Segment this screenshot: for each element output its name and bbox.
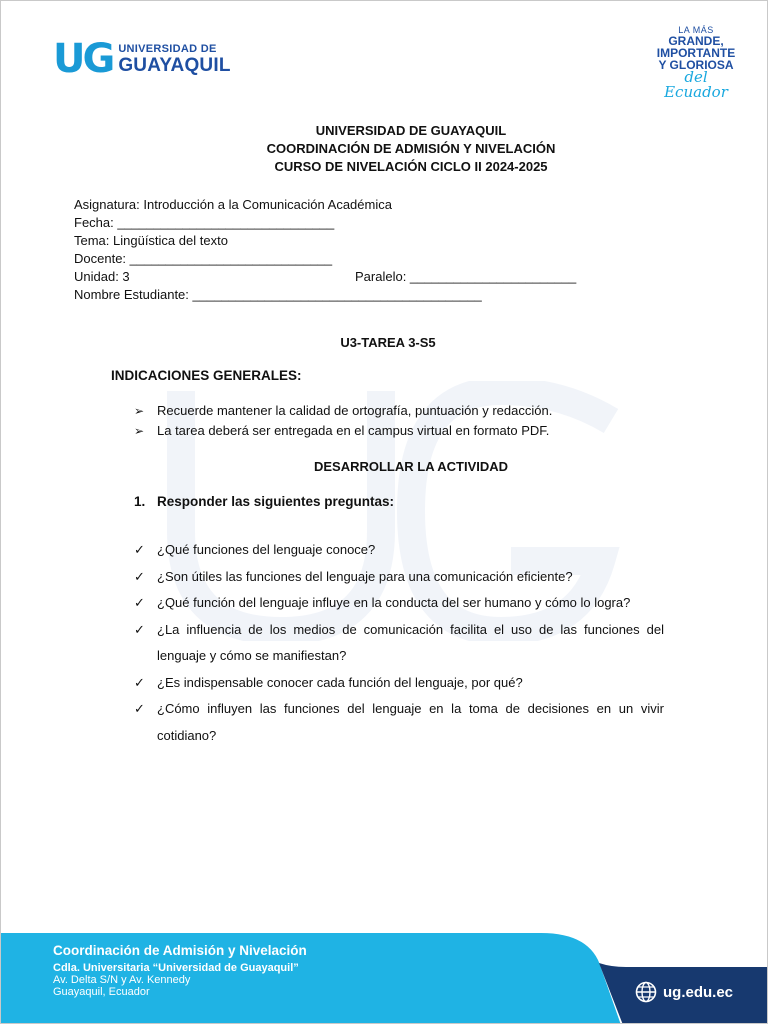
checkmark-icon: ✓ — [134, 701, 145, 716]
title-university: UNIVERSIDAD DE GUAYAQUIL — [315, 123, 507, 138]
list-item — [134, 401, 552, 421]
list-item — [134, 696, 664, 749]
questions-heading — [134, 494, 394, 509]
footer-line-4: Guayaquil, Ecuador — [53, 986, 150, 999]
list-item — [134, 590, 664, 617]
footer-line-1: Coordinación de Admisión y Nivelación — [53, 943, 307, 958]
question-text: ¿Son útiles las funciones del lenguaje para una comunicación eficiente? — [157, 568, 573, 584]
footer-line-3: Av. Delta S/N y Av. Kennedy — [53, 973, 191, 986]
footer-address — [53, 944, 307, 998]
field-docente: Docente: ____________________________ — [74, 251, 333, 266]
checkmark-icon: ✓ — [134, 621, 145, 637]
arrow-bullet-icon: ➢ — [134, 404, 145, 418]
list-item — [134, 617, 664, 670]
footer-line-2: Cdla. Universitaria “Universidad de Guayaquil” — [53, 961, 299, 974]
slogan-line-5: del Ecuador — [664, 68, 728, 101]
logo-line-1: UNIVERSIDAD DE — [118, 42, 217, 55]
checkmark-icon: ✓ — [134, 595, 145, 610]
slogan-line-3: IMPORTANTE — [656, 46, 736, 60]
checkmark-icon: ✓ — [134, 542, 145, 557]
question-text: ¿Qué funciones del lenguaje conoce? — [157, 542, 376, 557]
website-link[interactable] — [635, 981, 733, 1003]
university-logo — [53, 36, 231, 82]
document-titles — [1, 122, 768, 176]
slogan-logo — [651, 26, 741, 100]
slogan-line-4: Y GLORIOSA — [658, 58, 734, 72]
title-course: CURSO DE NIVELACIÓN CICLO II 2024-2025 — [274, 159, 548, 174]
instruction-text: Recuerde mantener la calidad de ortografía, puntuación y redacción. — [157, 403, 553, 418]
question-text: ¿La influencia de los medios de comunicación facilita el uso de las funciones del lenguaje y cómo se manifiestan? — [157, 621, 664, 663]
questions-heading-text: Responder las siguientes preguntas: — [157, 494, 395, 509]
general-instructions-heading: INDICACIONES GENERALES: — [111, 368, 302, 383]
field-fecha: Fecha: ______________________________ — [74, 215, 335, 230]
checkmark-icon: ✓ — [134, 568, 145, 584]
slogan-line-2: GRANDE, — [668, 34, 724, 48]
title-coordination: COORDINACIÓN DE ADMISIÓN Y NIVELACIÓN — [266, 141, 556, 156]
field-tema: Tema: Lingüística del texto — [74, 233, 228, 248]
slogan-line-1: LA MÁS — [678, 25, 714, 35]
field-nombre: Nombre Estudiante: ________________________________________ — [74, 287, 482, 302]
field-paralelo: Paralelo: _______________________ — [355, 269, 577, 284]
task-title: U3-TAREA 3-S5 — [340, 335, 436, 350]
question-text: ¿Es indispensable conocer cada función del lenguaje, por qué? — [157, 674, 523, 690]
list-item — [134, 421, 552, 441]
globe-icon — [635, 981, 657, 1003]
checkmark-icon: ✓ — [134, 674, 145, 690]
activity-heading: DESARROLLAR LA ACTIVIDAD — [313, 459, 509, 474]
arrow-bullet-icon: ➢ — [134, 424, 145, 438]
questions-list — [134, 537, 664, 749]
question-text: ¿Qué función del lenguaje influye en la conducta del ser humano y cómo lo logra? — [157, 595, 631, 610]
list-item — [134, 564, 664, 591]
list-item — [134, 670, 664, 697]
instructions-list — [134, 401, 552, 441]
field-unidad: Unidad: 3 — [74, 269, 130, 284]
questions-heading-number: 1. — [134, 494, 146, 509]
instruction-text: La tarea deberá ser entregada en el campus virtual en formato PDF. — [157, 423, 550, 438]
question-text: ¿Cómo influyen las funciones del lenguaje en la toma de decisiones en un vivir cotidiano? — [157, 701, 664, 743]
logo-line-2: GUAYAQUIL — [118, 54, 231, 76]
field-asignatura: Asignatura: Introducción a la Comunicación Académica — [74, 197, 392, 212]
list-item — [134, 537, 664, 564]
website-text[interactable]: ug.edu.ec — [663, 983, 734, 1001]
info-fields — [74, 196, 577, 304]
ug-logo-mark: UG — [53, 36, 113, 82]
